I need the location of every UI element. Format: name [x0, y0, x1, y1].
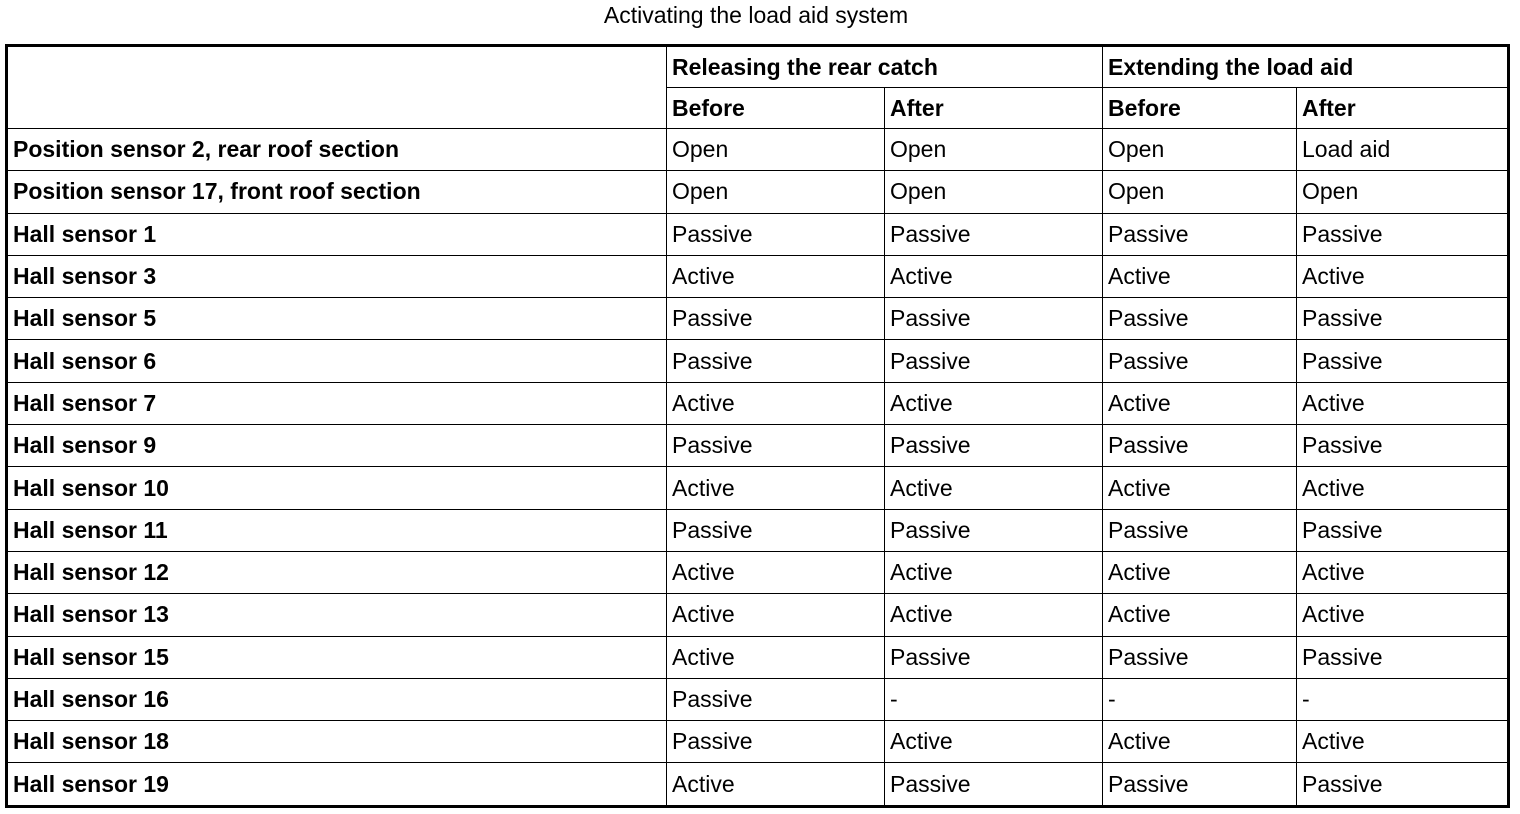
cell-after-extend: Active — [1297, 382, 1509, 424]
cell-after-extend: Passive — [1297, 763, 1509, 807]
cell-before-extend: Active — [1103, 551, 1297, 593]
table-header — [7, 46, 1509, 129]
cell-before-release: Active — [667, 382, 885, 424]
row-label: Hall sensor 10 — [7, 467, 667, 509]
cell-after-extend: Passive — [1297, 425, 1509, 467]
cell-before-release: Passive — [667, 425, 885, 467]
table-caption: Activating the load aid system — [603, 2, 909, 28]
cell-before-release: Passive — [667, 509, 885, 551]
header-before-extend: Before — [1103, 88, 1297, 129]
row-label: Hall sensor 3 — [7, 255, 667, 297]
cell-after-release: Passive — [885, 213, 1103, 255]
cell-after-release: Passive — [885, 509, 1103, 551]
cell-after-extend: Active — [1297, 551, 1509, 593]
table-row — [7, 763, 1509, 807]
cell-after-extend: Open — [1297, 171, 1509, 213]
cell-before-extend: Passive — [1103, 213, 1297, 255]
header-group-releasing-rear-catch: Releasing the rear catch — [667, 46, 1103, 88]
cell-after-extend: - — [1297, 678, 1509, 720]
row-label: Hall sensor 12 — [7, 551, 667, 593]
cell-after-extend: Passive — [1297, 298, 1509, 340]
row-label: Hall sensor 1 — [7, 213, 667, 255]
cell-after-release: Passive — [885, 298, 1103, 340]
cell-after-extend: Passive — [1297, 636, 1509, 678]
cell-after-release: Passive — [885, 425, 1103, 467]
table-row — [7, 340, 1509, 382]
row-label: Hall sensor 5 — [7, 298, 667, 340]
cell-after-release: Open — [885, 129, 1103, 171]
cell-after-extend: Active — [1297, 721, 1509, 763]
cell-after-release: Passive — [885, 340, 1103, 382]
row-label: Hall sensor 16 — [7, 678, 667, 720]
cell-after-release: Open — [885, 171, 1103, 213]
cell-before-extend: Passive — [1103, 340, 1297, 382]
cell-before-extend: - — [1103, 678, 1297, 720]
cell-after-release: Active — [885, 467, 1103, 509]
cell-after-release: Passive — [885, 636, 1103, 678]
header-group-row — [7, 46, 1509, 88]
table-row — [7, 382, 1509, 424]
header-group-extending-load-aid: Extending the load aid — [1103, 46, 1509, 88]
row-label: Hall sensor 7 — [7, 382, 667, 424]
cell-after-extend: Passive — [1297, 509, 1509, 551]
table-row — [7, 467, 1509, 509]
cell-after-extend: Passive — [1297, 340, 1509, 382]
table-row — [7, 636, 1509, 678]
header-after-release: After — [885, 88, 1103, 129]
table-body — [7, 129, 1509, 807]
cell-before-extend: Active — [1103, 255, 1297, 297]
cell-after-extend: Passive — [1297, 213, 1509, 255]
cell-before-extend: Active — [1103, 382, 1297, 424]
sensor-status-table — [5, 44, 1510, 808]
cell-before-release: Open — [667, 129, 885, 171]
cell-after-release: Active — [885, 594, 1103, 636]
header-corner-cell — [7, 46, 667, 129]
row-label: Hall sensor 13 — [7, 594, 667, 636]
cell-before-release: Passive — [667, 721, 885, 763]
cell-before-extend: Passive — [1103, 636, 1297, 678]
table-row — [7, 509, 1509, 551]
table-row — [7, 255, 1509, 297]
table-row — [7, 425, 1509, 467]
cell-before-release: Open — [667, 171, 885, 213]
cell-before-extend: Open — [1103, 129, 1297, 171]
row-label: Hall sensor 6 — [7, 340, 667, 382]
row-label: Hall sensor 9 — [7, 425, 667, 467]
cell-after-extend: Load aid — [1297, 129, 1509, 171]
table-row — [7, 213, 1509, 255]
cell-after-release: - — [885, 678, 1103, 720]
cell-before-release: Passive — [667, 213, 885, 255]
cell-before-extend: Passive — [1103, 509, 1297, 551]
cell-before-extend: Active — [1103, 467, 1297, 509]
cell-after-release: Active — [885, 551, 1103, 593]
table-row — [7, 678, 1509, 720]
header-after-extend: After — [1297, 88, 1509, 129]
row-label: Hall sensor 11 — [7, 509, 667, 551]
cell-before-extend: Active — [1103, 594, 1297, 636]
cell-before-release: Passive — [667, 298, 885, 340]
cell-before-release: Active — [667, 255, 885, 297]
table-row — [7, 551, 1509, 593]
row-label: Hall sensor 19 — [7, 763, 667, 807]
cell-after-release: Active — [885, 382, 1103, 424]
cell-before-extend: Passive — [1103, 298, 1297, 340]
cell-before-release: Passive — [667, 340, 885, 382]
cell-after-extend: Active — [1297, 255, 1509, 297]
cell-after-release: Active — [885, 721, 1103, 763]
cell-before-release: Active — [667, 467, 885, 509]
cell-before-release: Active — [667, 636, 885, 678]
cell-before-extend: Active — [1103, 721, 1297, 763]
cell-before-release: Passive — [667, 678, 885, 720]
cell-after-release: Passive — [885, 763, 1103, 807]
cell-after-release: Active — [885, 255, 1103, 297]
cell-before-release: Active — [667, 594, 885, 636]
row-label: Hall sensor 15 — [7, 636, 667, 678]
table-row — [7, 594, 1509, 636]
header-before-release: Before — [667, 88, 885, 129]
cell-before-release: Active — [667, 763, 885, 807]
cell-before-extend: Open — [1103, 171, 1297, 213]
row-label: Position sensor 2, rear roof section — [7, 129, 667, 171]
table-row — [7, 298, 1509, 340]
table-row — [7, 129, 1509, 171]
cell-after-extend: Active — [1297, 594, 1509, 636]
row-label: Position sensor 17, front roof section — [7, 171, 667, 213]
cell-after-extend: Active — [1297, 467, 1509, 509]
row-label: Hall sensor 18 — [7, 721, 667, 763]
cell-before-extend: Passive — [1103, 425, 1297, 467]
cell-before-release: Active — [667, 551, 885, 593]
table-row — [7, 171, 1509, 213]
table-row — [7, 721, 1509, 763]
cell-before-extend: Passive — [1103, 763, 1297, 807]
